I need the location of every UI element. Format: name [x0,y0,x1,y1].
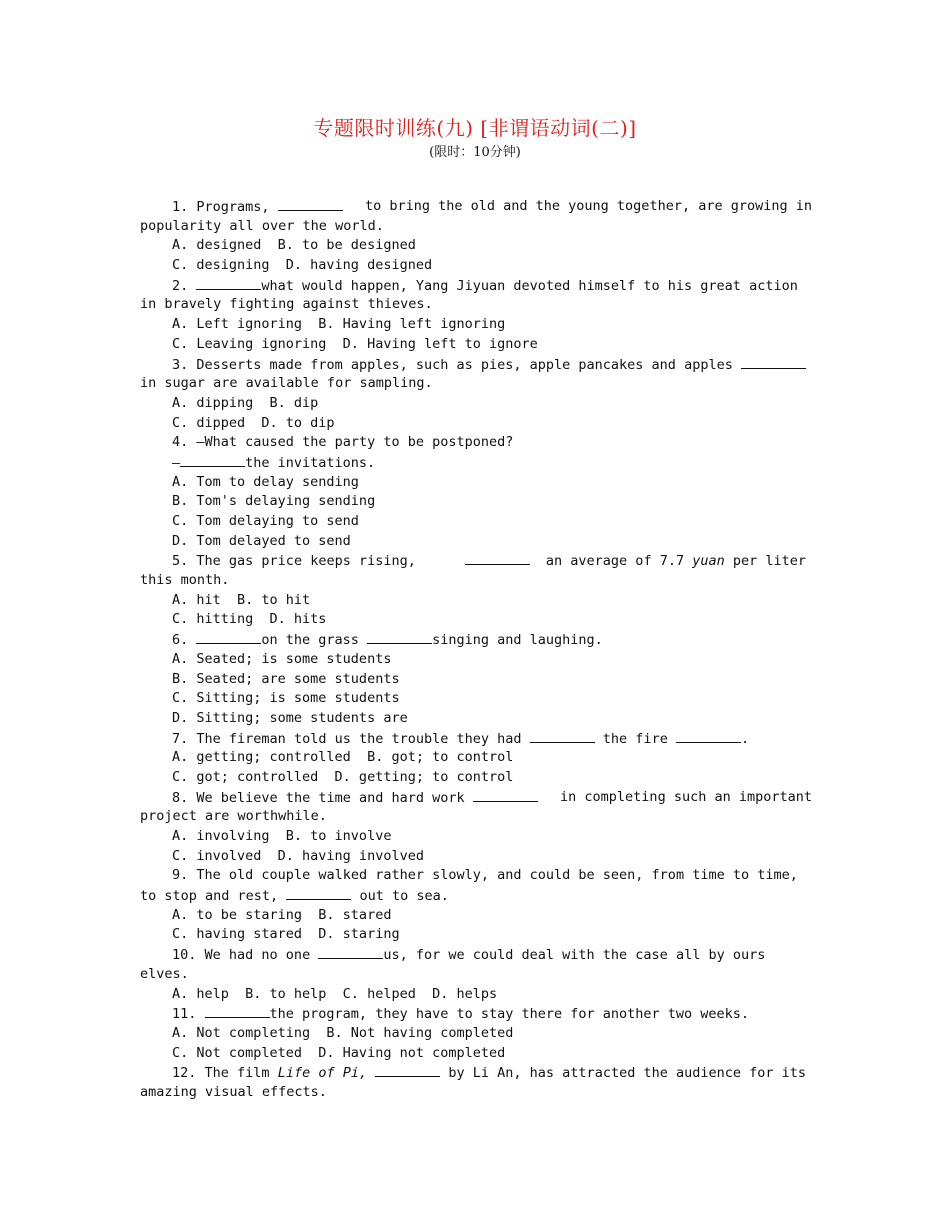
option-line: A. Left ignoring B. Having left ignoring [172,316,506,333]
time-limit: (限时：10分钟) [429,145,521,160]
option-line: A. getting; controlled B. got; to control [172,749,514,766]
option-line: A. designed B. to be designed [172,237,416,254]
option-line: C. Leaving ignoring D. Having left to ignore [172,335,538,352]
option-line: A. Tom to delay sending [172,473,359,490]
question-list: 1. Programs, to bring the old and the young together, are growing in popularity all over the world. A. designed B. to be designed C. designing D. having designed 2. what would happen, Yang Jiyuan devoted himself to his great action in bravely fighting against thieves. A. Left ignoring B. Having left ignoring C. Leaving ignoring D. Having left to ignore 3. Desserts made from apples, such as pies, apple pancakes and apples in sugar are available for sampling. A. dipping B. dip C. dipped D. to dip 4. —What caused the party to be postponed? — the invitations. A. Tom to delay sending B. Tom's delaying sending C. Tom delaying to send D. Tom delayed to send 5. The gas price keeps rising, an average of 7.7 yuan per liter this month. A. hit B. to hit C. hitting D. hits 6. on the grass singing and laughing. A. Seated; is some students B. Seated; are some students C. Sitting; is some students D. Sitting; some students are 7. The fireman told us the trouble they had the fire . A. getting; controlled B. got; to control C. got; controlled D. getting; to control 8. We believe the time and hard work in completing such an important project are worthwhile. A. involving B. to involve C. involved D. having involved 9. The old couple walked rather slowly, and could be seen, from time to time, to stop and rest, out to sea. A. to be staring B. stared C. having stared D. staring 10. We had no one us, for we could deal with the case all by ours elves. A. help B. to help C. helped D. helps 11. the program, they have to stay there for another two weeks. A. Not completing B. Not having completed C. Not completed D. Having not completed 12. The film Life of Pi, by Li An, has attracted the audience for its amazing visual effects. [140,198,812,1100]
option-line: C. dipped D. to dip [172,414,335,431]
question-5: 5. The gas price keeps rising, an average of 7.7 yuan per liter [172,553,807,570]
option-line: B. Seated; are some students [172,670,400,687]
option-line: A. hit B. to hit [172,591,311,608]
option-line: C. hitting D. hits [172,611,327,628]
option-line: C. designing D. having designed [172,257,433,274]
option-line: A. Seated; is some students [172,650,392,667]
page-title: 专题限时训练(九) [非谓语动词(二)] [313,116,637,140]
question-12: 12. The film Life of Pi, by Li An, has attracted the audience for its [172,1065,807,1082]
question-10: 10. We had no one us, for we could deal with the case all by ours [172,947,766,964]
option-line: C. got; controlled D. getting; to control [172,768,514,785]
option-line: D. Sitting; some students are [172,709,408,726]
option-line: A. help B. to help C. helped D. helps [172,985,498,1002]
option-line: D. Tom delayed to send [172,532,351,549]
option-line: A. dipping B. dip [172,394,319,411]
option-line: C. involved D. having involved [172,847,424,864]
question-9: 9. The old couple walked rather slowly, and could be seen, from time to time, [172,867,798,884]
option-line: A. to be staring B. stared [172,906,392,923]
option-line: A. involving B. to involve [172,828,392,844]
question-6: 6. on the grass singing and laughing. [172,632,603,649]
option-line: A. Not completing B. Not having completed [172,1024,514,1041]
option-line: C. Sitting; is some students [172,690,400,707]
question-2: 2. what would happen, Yang Jiyuan devoted himself to his great action [172,277,798,294]
question-8: 8. We believe the time and hard work in completing such an important [172,788,812,806]
option-line: C. Tom delaying to send [172,513,359,529]
option-line: C. having stared D. staring [172,926,400,943]
question-7: 7. The fireman told us the trouble they had the fire . [172,730,750,747]
question-11: 11. the program, they have to stay there for another two weeks. [172,1006,750,1023]
question-3: 3. Desserts made from apples, such as pies, apple pancakes and apples [140,355,812,375]
option-line: B. Tom's delaying sending [172,493,376,510]
option-line: C. Not completed D. Having not completed [172,1044,506,1061]
question-1: 1. Programs, to bring the old and the young together, are growing in [172,198,812,215]
question-4: 4. —What caused the party to be postponed? [172,434,514,451]
